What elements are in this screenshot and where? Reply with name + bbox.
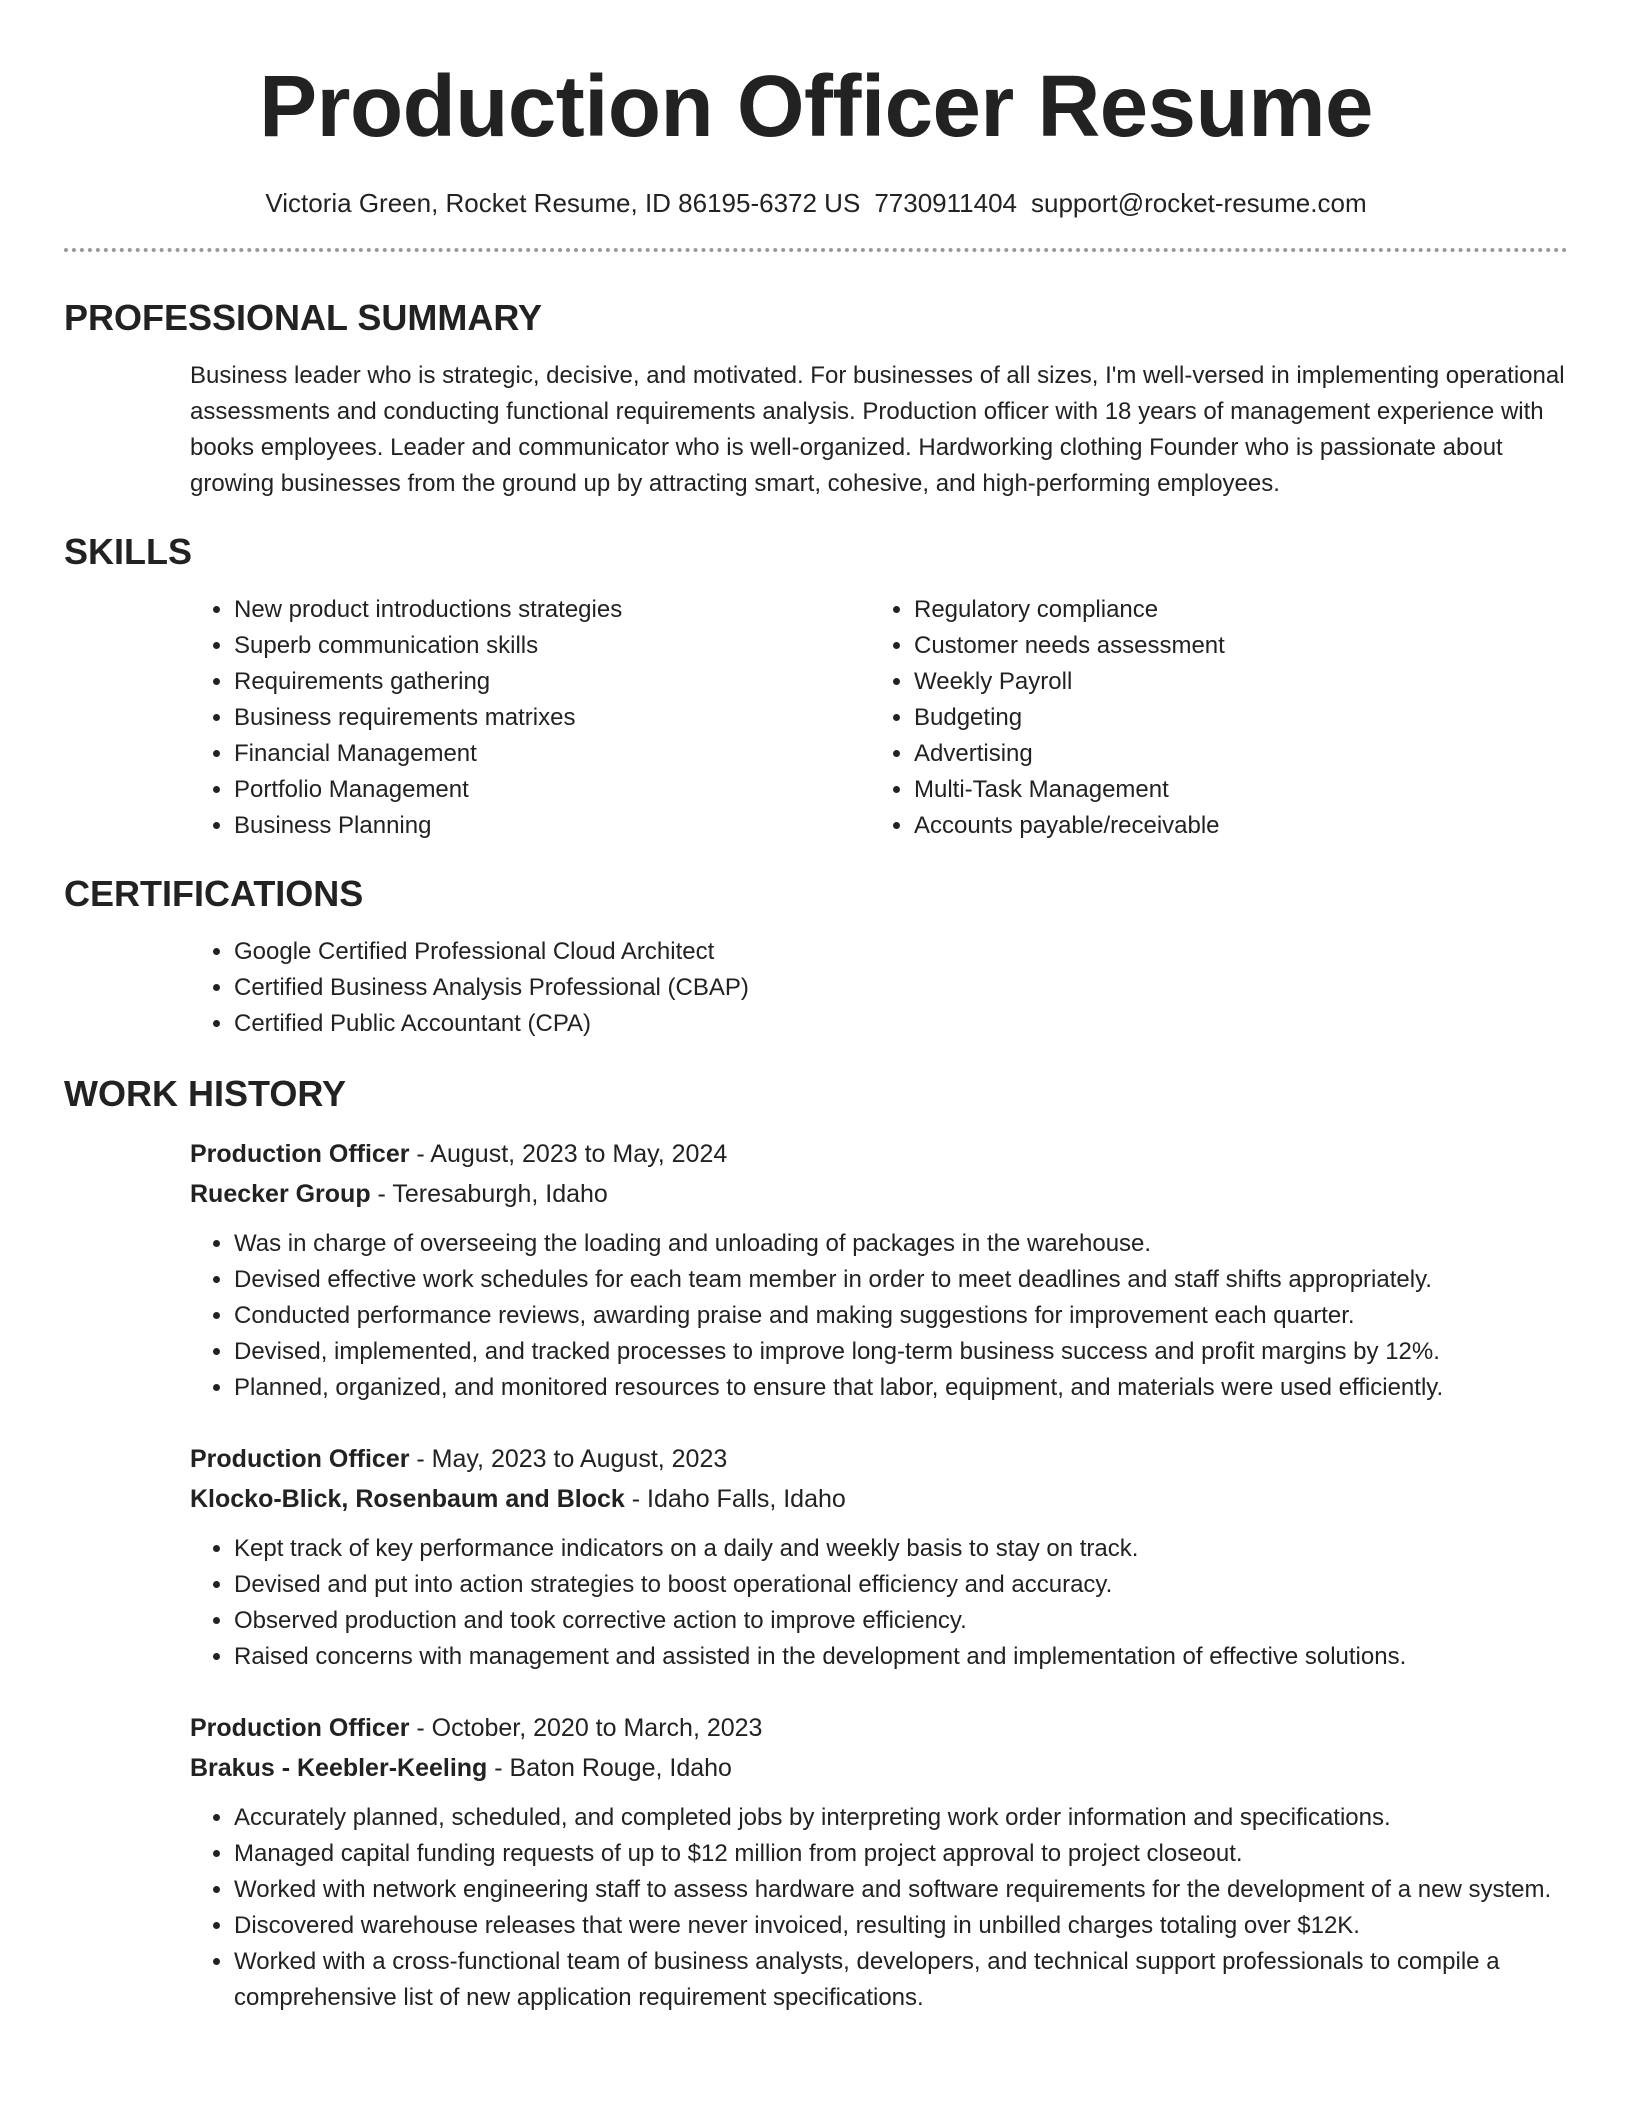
job-bullet: • Raised concerns with management and assisted in the development and implementation of effective solutions.: [234, 1639, 1568, 1675]
work-history-heading: WORK HISTORY: [64, 1073, 347, 1114]
job-title: Production Officer: [190, 1714, 410, 1742]
skills-columns: [190, 592, 1568, 844]
job-bullet: • Kept track of key performance indicators on a daily and weekly basis to stay on track.: [234, 1531, 1568, 1567]
job-dates: - October, 2020 to March, 2023: [409, 1714, 763, 1742]
job-company-line: [190, 1174, 1568, 1214]
skill-item: • New product introductions strategies: [234, 592, 870, 628]
job-entry: [190, 1439, 1568, 1675]
skills-heading: SKILLS: [64, 531, 193, 572]
skill-item: • Accounts payable/receivable: [914, 808, 1550, 844]
job-bullet: • Devised, implemented, and tracked processes to improve long-term business success and profit margins by 12%.: [234, 1334, 1568, 1370]
contact-line: [64, 186, 1568, 220]
contact-phone: 7730911404: [874, 188, 1017, 218]
job-title: Production Officer: [190, 1445, 410, 1473]
certification-item: • Certified Public Accountant (CPA): [234, 1006, 1568, 1042]
skill-item: • Portfolio Management: [234, 772, 870, 808]
skill-item: • Business Planning: [234, 808, 870, 844]
contact-email: support@rocket-resume.com: [1030, 188, 1367, 218]
job-title-line: [190, 1708, 1568, 1748]
job-bullet: • Worked with network engineering staff to assess hardware and software requirements for the development of a new system.: [234, 1872, 1568, 1908]
skill-item: • Regulatory compliance: [914, 592, 1550, 628]
skills-column-right: [870, 592, 1550, 844]
skills-column-left: [190, 592, 870, 844]
certifications-heading: CERTIFICATIONS: [64, 873, 364, 914]
skill-item: • Weekly Payroll: [914, 664, 1550, 700]
skill-item: • Business requirements matrixes: [234, 700, 870, 736]
skill-item: • Customer needs assessment: [914, 628, 1550, 664]
skill-item: • Multi-Task Management: [914, 772, 1550, 808]
job-bullet: • Discovered warehouse releases that were never invoiced, resulting in unbilled charges totaling over $12K.: [234, 1908, 1568, 1944]
job-bullet: • Planned, organized, and monitored resources to ensure that labor, equipment, and materials were used efficiently.: [234, 1370, 1568, 1406]
job-location: - Idaho Falls, Idaho: [624, 1485, 846, 1513]
contact-address: Victoria Green, Rocket Resume, ID 86195-6372 US: [265, 188, 861, 218]
job-dates: - May, 2023 to August, 2023: [409, 1445, 728, 1473]
job-location: - Baton Rouge, Idaho: [487, 1754, 732, 1782]
job-company: Brakus - Keebler-Keeling: [190, 1754, 488, 1782]
job-bullet: • Was in charge of overseeing the loading and unloading of packages in the warehouse.: [234, 1226, 1568, 1262]
skill-item: • Financial Management: [234, 736, 870, 772]
skill-item: • Budgeting: [914, 700, 1550, 736]
job-bullets: [190, 1531, 1568, 1675]
job-bullet: • Conducted performance reviews, awarding praise and making suggestions for improvement each quarter.: [234, 1298, 1568, 1334]
job-bullet: • Accurately planned, scheduled, and completed jobs by interpreting work order information and specifications.: [234, 1800, 1568, 1836]
certification-item: • Google Certified Professional Cloud Architect: [234, 934, 1568, 970]
summary-text: Business leader who is strategic, decisive, and motivated. For businesses of all sizes, I'm well-versed in implementing operational assessments and conducting functional requirements analysis. Production officer with 18 years of management experience with books employees. Leader and communicator who is well-organized. Hardworking clothing Founder who is passionate about growing businesses from the ground up by attracting smart, cohesive, and high-performing employees.: [190, 362, 1565, 497]
skill-item: • Superb communication skills: [234, 628, 870, 664]
certifications-list: [190, 934, 1568, 1042]
job-bullets: [190, 1800, 1568, 2016]
job-title-line: [190, 1439, 1568, 1479]
job-dates: - August, 2023 to May, 2024: [409, 1140, 728, 1168]
job-company: Klocko-Blick, Rosenbaum and Block: [190, 1485, 625, 1513]
job-bullet: • Worked with a cross-functional team of business analysts, developers, and technical support professionals to compile a comprehensive list of new application requirement specifications.: [234, 1944, 1568, 2016]
job-entry: [190, 1708, 1568, 2016]
job-bullet: • Managed capital funding requests of up to $12 million from project approval to project closeout.: [234, 1836, 1568, 1872]
job-company-line: [190, 1479, 1568, 1519]
header-divider: [64, 248, 1568, 252]
skill-item: • Advertising: [914, 736, 1550, 772]
job-bullets: [190, 1226, 1568, 1406]
job-bullet: • Observed production and took corrective action to improve efficiency.: [234, 1603, 1568, 1639]
job-title-line: [190, 1134, 1568, 1174]
job-entry: [190, 1134, 1568, 1406]
certification-item: • Certified Business Analysis Professional (CBAP): [234, 970, 1568, 1006]
job-company-line: [190, 1748, 1568, 1788]
job-bullet: • Devised and put into action strategies to boost operational efficiency and accuracy.: [234, 1567, 1568, 1603]
job-title: Production Officer: [190, 1140, 410, 1168]
job-company: Ruecker Group: [190, 1180, 371, 1208]
job-bullet: • Devised effective work schedules for each team member in order to meet deadlines and staff shifts appropriately.: [234, 1262, 1568, 1298]
job-location: - Teresaburgh, Idaho: [370, 1180, 608, 1208]
skill-item: • Requirements gathering: [234, 664, 870, 700]
summary-heading: PROFESSIONAL SUMMARY: [64, 297, 543, 338]
page-title: Production Officer Resume: [259, 58, 1373, 155]
